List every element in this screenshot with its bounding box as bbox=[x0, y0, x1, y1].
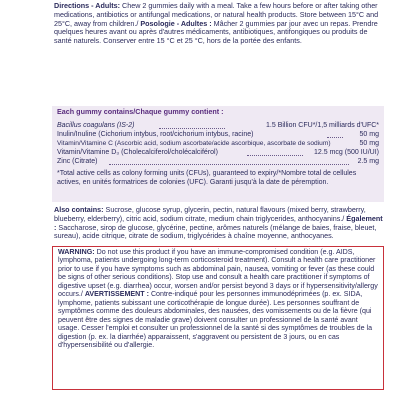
warning-body-en: Do not use this product if you have an immune-compromised condition (e.g. AIDS, lymphoma, patients undergoing long-term corticosteroid treatment). Consult a health care practitioner prior to use if you have symptoms such as abdominal pain, nausea, vomiting or fever (as these could be signs of other serious conditions). Stop use and consult a health care practitioner if symptoms of digestive upset (e.g. diarrhea) occur, worsen and/or persist beyond 3 days or if hypersensitivity/allergy occurs./ bbox=[58, 248, 378, 299]
ingredient-amount: 2.5 mg bbox=[357, 158, 379, 165]
warning-body-fr: Contre-indiqué pour les personnes immunodéprimées (p. ex. SIDA, lymphome, patients subissant une corticothérapie de longue durée). Les personnes souffrant de symptômes comme des douleurs abdominales, des nausées, des vomissements ou de la fièvre (qui peuvent être des signes de maladie grave) doivent consulter un professionnel de la santé avant usage. Cesser l'emploi et consulter un professionnel de la santé si des symptômes de troubles de la digestion (p. ex. la diarrhée) apparaissent, s'aggravent ou persistent de 3 jours, ou en cas d'hypersensibilité ou d'allergie. bbox=[58, 290, 373, 349]
ingredient-amount: 50 mg bbox=[359, 131, 379, 138]
cfu-footnote: *Total active cells as colony forming units (CFUs), guaranteed to expiry/*Nombre total de cellules actives, en unités formatrices de colonies (UFC). Garanti jusqu'à la date de péremption. bbox=[57, 170, 357, 186]
ingredient-name: Vitamin/Vitamine D₃ (Cholecalciferol/cholécalciférol) bbox=[57, 149, 218, 156]
also-text-fr: Saccharose, sirop de glucose, glycérine, pectine, arômes naturels (mélange de baies, fraise, bleuet, sureau), acide citrique, citrate de sodium, triglycérides à chaîne moyenne, anthocyanes. bbox=[54, 222, 377, 241]
directions-label-en: Directions - Adults: bbox=[54, 1, 121, 10]
ingredient-name: Inulin/Inuline (Cichorium intybus, root/cichorium intybus, racine) bbox=[57, 131, 254, 138]
also-label-fr: Également : bbox=[54, 213, 383, 232]
also-text-en: Sucrose, glucose syrup, glycerin, pectin, natural flavours (mixed berry, strawberry, blueberry, elderberry), citric acid, sodium citrate, medium chain triglycerides, anthocyanins./ bbox=[54, 205, 366, 223]
ingredients-heading: Each gummy contains/Chaque gummy contient : bbox=[57, 107, 224, 116]
ingredient-name: Zinc (Citrate) bbox=[57, 158, 98, 165]
directions-label-fr: Posologie - Adultes : bbox=[140, 18, 212, 28]
ingredient-name: Vitamin/Vitamine C (Ascorbic acid, sodium ascorbate/acide ascorbique, ascorbate de sodium) bbox=[57, 140, 331, 147]
ingredient-amount: 50 mg bbox=[359, 140, 379, 147]
ingredient-amount: 1.5 Billion CFU*/1,5 milliards d'UFC* bbox=[266, 122, 379, 129]
ingredient-name: Bacillus coagulans (IS-2) bbox=[57, 122, 135, 129]
ingredient-amount: 12.5 mcg (500 IU/UI) bbox=[314, 149, 379, 156]
warning-label-en: WARNING: bbox=[58, 248, 95, 256]
directions-text-en: Chew 2 gummies daily with a meal. Take a few hours before or after taking other medications, antibiotics or antifungal medications, or natural health products. Store between 15°C and 25°C, away from children./ bbox=[54, 1, 379, 28]
warning-label-fr: AVERTISSEMENT : bbox=[84, 290, 149, 299]
also-label-en: Also contains: bbox=[54, 205, 104, 214]
directions-text-fr: Mâcher 2 gummies par jour avec un repas. Prendre quelques heures avant ou après d'autres médicaments, antibiotiques, antifongiques ou produits de santé naturels. Conserver entre 15 °C et 25 °C, hors de la portée des enfants. bbox=[54, 18, 378, 46]
